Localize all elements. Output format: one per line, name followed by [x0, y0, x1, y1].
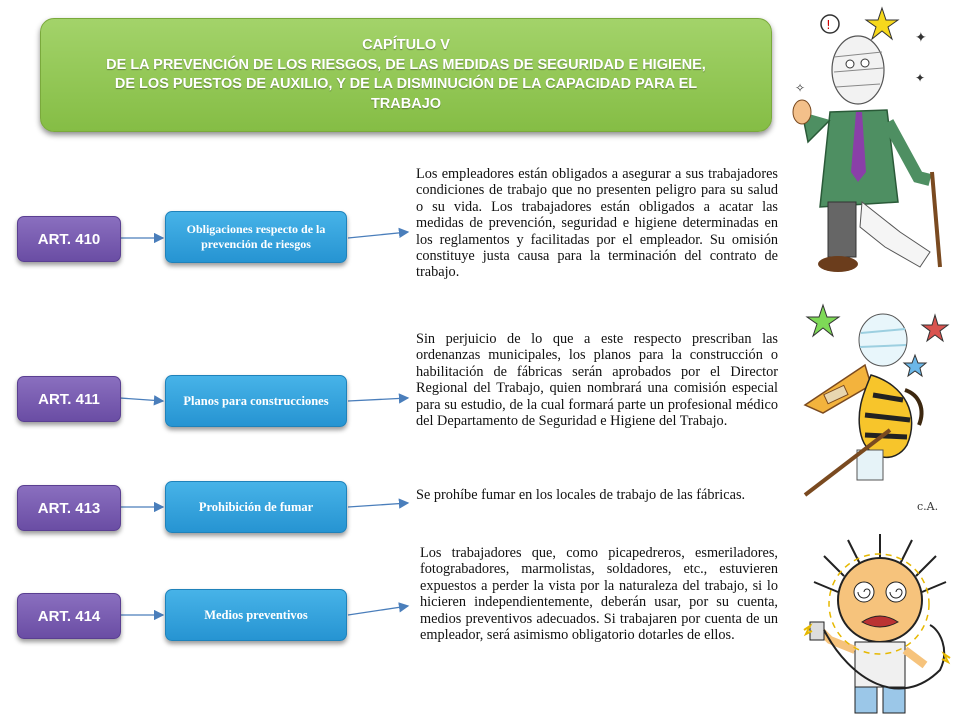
- topic-414-box: Medios preventivos: [165, 589, 347, 641]
- injured-bird-illustration: [795, 295, 955, 520]
- article-411-text: Sin perjuicio de lo que a este respecto prescriban las ordenanzas municipales, los planos para la construcción o habilitación de fábricas serán aprobados por el Director Regional del Trabajo, quien nombrará una comisión especial para su estudio, de la cual formará parte un profesional médico del Departamento de Seguridad e Higiene del Trabajo.: [416, 331, 778, 430]
- chapter-number: CAPÍTULO V: [362, 37, 450, 53]
- article-410-text: Los empleadores están obligados a asegurar a sus trabajadores condiciones de trabajo que no presenten peligro para su salud o su vida. Los trabajadores están obligados a acatar las medidas de prevención, seguridad e higiene determinadas en los reglamentos y facilitadas por el empleador. Su omisión constituye justa causa para la terminación del contrato de trabajo.: [416, 166, 778, 281]
- article-414-text: Los trabajadores que, como picapedreros, esmeriladores, fotograbadores, marmolistas, soldadores, etc., estuvieren expuestos a perder la vista por la naturaleza del trabajo, si lo hicieren independientemente, deberán usar, por su cuenta, medios preventivos adecuados. Si trabajaren por cuenta de un empleador, será asimismo obligatorio dotarles de ellos.: [420, 545, 778, 644]
- svg-text:c.A.: c.A.: [917, 500, 939, 513]
- chapter-title-line-1: DE LA PREVENCIÓN DE LOS RIESGOS, DE LAS MEDIDAS DE SEGURIDAD E HIGIENE,: [106, 56, 706, 73]
- arrow-art411-to-topic: [120, 398, 163, 401]
- electrocuted-boy-illustration: [800, 530, 958, 718]
- svg-text:✧: ✧: [795, 81, 806, 95]
- article-413-box: ART. 413: [17, 485, 121, 531]
- topic-411-box: Planos para construcciones: [165, 375, 347, 427]
- injured-man-illustration: [790, 2, 955, 292]
- chapter-title-line-2: DE LOS PUESTOS DE AUXILIO, Y DE LA DISMINUCIÓN DE LA CAPACIDAD PARA EL: [114, 76, 698, 92]
- arrow-topic414-to-text: [348, 606, 408, 615]
- article-410-box: ART. 410: [17, 216, 121, 262]
- arrow-topic410-to-text: [348, 232, 408, 238]
- svg-text:!: !: [826, 18, 831, 32]
- arrow-topic411-to-text: [348, 398, 408, 401]
- article-411-box: ART. 411: [17, 376, 121, 422]
- article-414-box: ART. 414: [17, 593, 121, 639]
- svg-text:✦: ✦: [915, 71, 926, 85]
- topic-410-box: Obligaciones respecto de la prevención de riesgos: [165, 211, 347, 263]
- article-413-text: Se prohíbe fumar en los locales de trabajo de las fábricas.: [416, 487, 746, 503]
- chapter-title-line-3: TRABAJO: [370, 95, 442, 112]
- svg-text:✦: ✦: [915, 30, 927, 46]
- topic-413-box: Prohibición de fumar: [165, 481, 347, 533]
- arrow-topic413-to-text: [348, 503, 408, 507]
